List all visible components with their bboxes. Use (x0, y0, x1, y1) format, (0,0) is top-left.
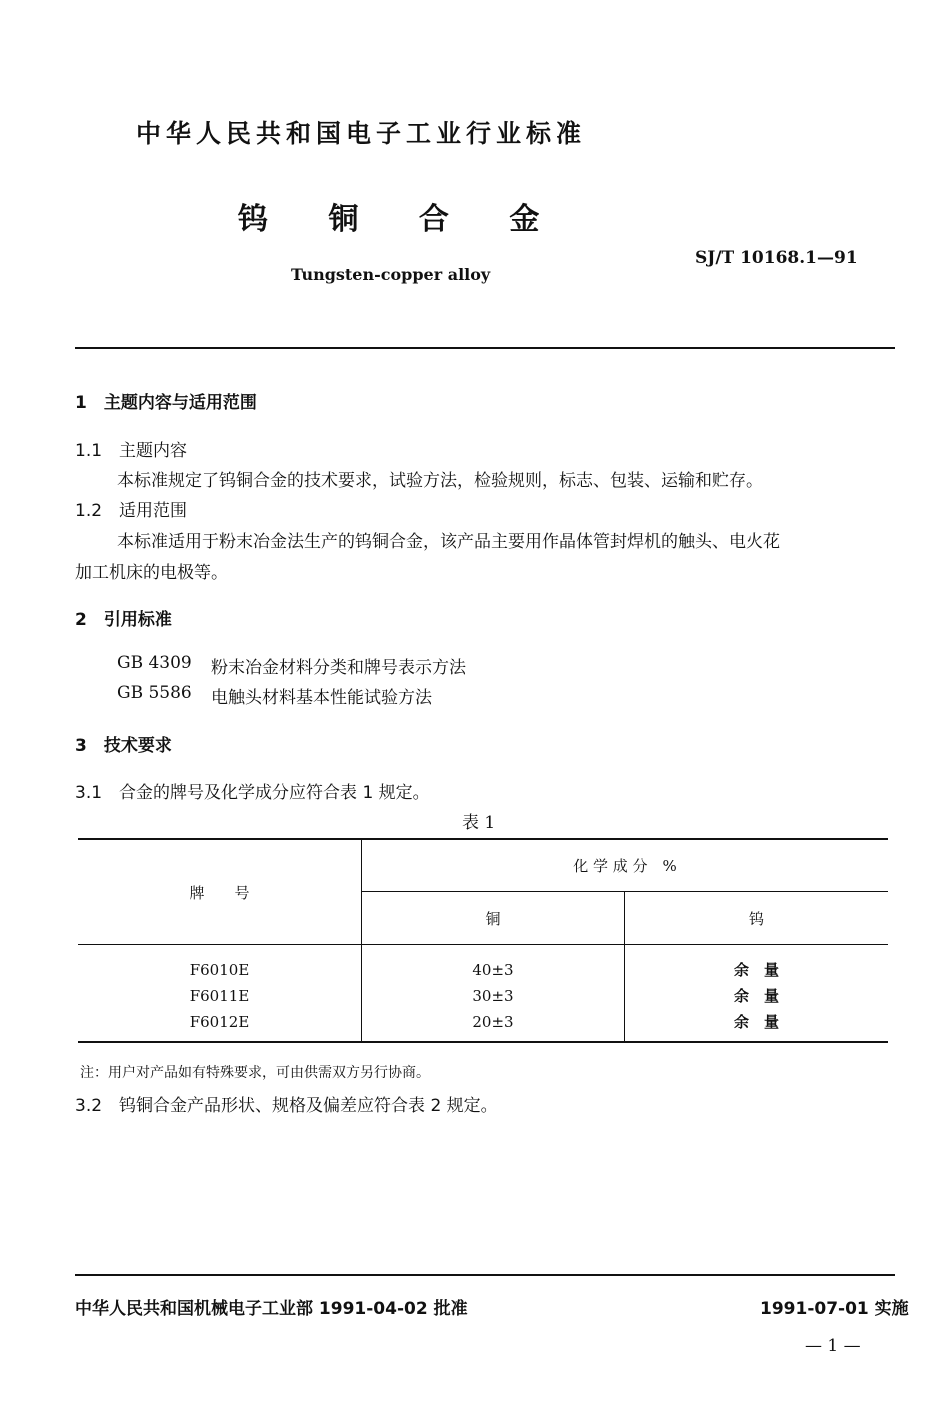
ref-code: GB 4309 (117, 653, 192, 673)
page-number: — 1 — (805, 1336, 861, 1356)
copper-cell: 30±3 (472, 987, 514, 1005)
table-header-grade: 牌 号 (78, 839, 362, 945)
grade-cell: F6012E (189, 1013, 250, 1031)
section-1-2-body-line2: 加工机床的电极等。 (75, 563, 228, 583)
grade-cell: F6010E (189, 961, 250, 979)
section-1-1-heading: 1.1 主题内容 (75, 441, 188, 461)
standard-number: SJ/T 10168.1—91 (695, 248, 858, 268)
copper-cell: 40±3 (472, 961, 514, 979)
issuing-org: 中华人民共和国电子工业行业标准 (136, 119, 587, 148)
ref-title: 粉末冶金材料分类和牌号表示方法 (211, 658, 466, 678)
section-1-heading: 1 主题内容与适用范围 (75, 393, 257, 413)
table-row (78, 945, 888, 1043)
table-1 (78, 838, 888, 1043)
section-3-2: 3.2 钨铜合金产品形状、规格及偏差应符合表 2 规定。 (75, 1096, 498, 1116)
section-3-1: 3.1 合金的牌号及化学成分应符合表 1 规定。 (75, 783, 430, 803)
table-header-copper: 铜 (362, 892, 625, 945)
english-title: Tungsten-copper alloy (291, 265, 491, 284)
section-1-1-body: 本标准规定了钨铜合金的技术要求，试验方法，检验规则，标志、包装、运输和贮存。 (117, 471, 763, 491)
effective-date: 1991-07-01 实施 (760, 1299, 909, 1319)
ref-title: 电触头材料基本性能试验方法 (211, 688, 432, 708)
table-header-tungsten: 钨 (625, 892, 889, 945)
table-1-note: 注：用户对产品如有特殊要求，可由供需双方另行协商。 (80, 1065, 430, 1081)
table-1-caption: 表 1 (462, 813, 496, 833)
header-rule (75, 347, 895, 349)
tungsten-cell: 余 量 (733, 961, 779, 979)
document-title: 钨 铜 合 金 (238, 202, 540, 237)
section-2-heading: 2 引用标准 (75, 610, 172, 630)
section-1-2-heading: 1.2 适用范围 (75, 501, 188, 521)
table-header-composition: 化 学 成 分 % (362, 839, 889, 892)
copper-cell: 20±3 (472, 1013, 514, 1031)
approval-line: 中华人民共和国机械电子工业部 1991-04-02 批准 (75, 1299, 468, 1319)
tungsten-cell: 余 量 (733, 1013, 779, 1031)
section-3-heading: 3 技术要求 (75, 736, 172, 756)
tungsten-cell: 余 量 (733, 987, 779, 1005)
grade-cell: F6011E (189, 987, 250, 1005)
footer-rule (75, 1274, 895, 1276)
ref-code: GB 5586 (117, 683, 192, 703)
section-1-2-body-line1: 本标准适用于粉末冶金法生产的钨铜合金，该产品主要用作晶体管封焊机的触头、电火花 (117, 532, 780, 552)
